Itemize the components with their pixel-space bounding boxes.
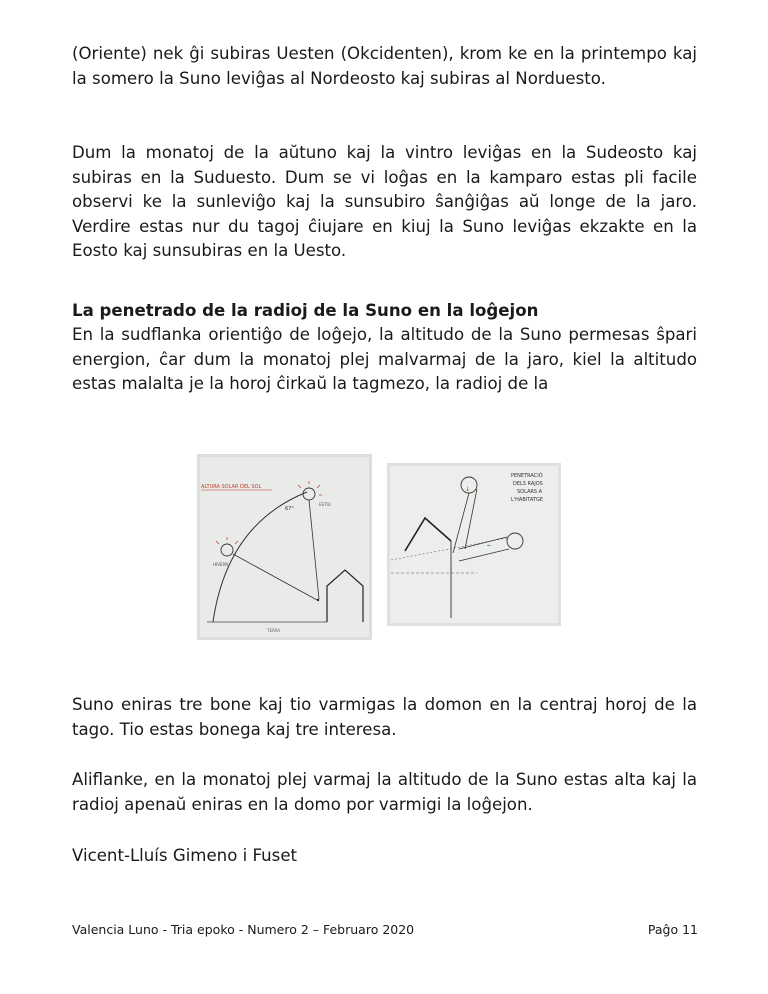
figure-label-top: ALTURA SOLAR DEL SOL xyxy=(201,484,262,490)
figure-label-title-4: L'HABITATGE xyxy=(511,497,544,503)
sun-altitude-sketch xyxy=(197,454,372,640)
svg-text:⇐: ⇐ xyxy=(487,543,492,549)
figure-label-title-3: SOLARS A xyxy=(517,489,543,495)
figure-label-winter: HIVERN xyxy=(213,562,229,567)
paragraph-2: Dum la monatoj de la aŭtuno kaj la vintro leviĝas en la Sudeosto kaj subiras en la Suduesto. Dum se vi loĝas en la kamparo estas pli facile observi ke la sunleviĝo kaj la sunsubiro ŝanĝiĝas aŭ longe de la jaro. Verdire estas nur du tagoj ĉiujare en kiuj la Suno leviĝas ekzakte en la Eosto kaj sunsubiras en la Uesto. xyxy=(72,143,697,260)
svg-text:↓: ↓ xyxy=(465,486,471,493)
sun-rays-sketch xyxy=(387,463,561,626)
figure-label-summer: ESTIU xyxy=(319,502,331,507)
section-heading: La penetrado de la radioj de la Suno en la loĝejon xyxy=(72,301,539,320)
paragraph-3: En la sudflanka orientiĝo de loĝejo, la altitudo de la Suno permesas ŝpari energion, ĉar dum la monatoj plej malvarmaj de la jaro, kiel la altitudo estas malalta je la horoj ĉirkaŭ la tagmezo, la radioj de la xyxy=(72,325,697,393)
footer-publication: Valencia Luno - Tria epoko - Numero 2 – Februaro 2020 xyxy=(72,922,415,937)
figure-label-title-1: PENETRACIÓ xyxy=(511,473,543,479)
figure-label-ground: TERRA xyxy=(267,628,281,633)
figure-label-angle: 67° xyxy=(285,506,294,512)
paragraph-4: Suno eniras tre bone kaj tio varmigas la domon en la centraj horoj de la tago. Tio estas bonega kaj tre interesa. xyxy=(72,695,697,739)
paragraph-5: Aliflanke, en la monatoj plej varmaj la altitudo de la Suno estas alta kaj la radioj apenaŭ eniras en la domo por varmigi la loĝejon. xyxy=(72,770,697,814)
paragraph-1: (Oriente) nek ĝi subiras Uesten (Okcidenten), krom ke en la printempo kaj la somero la Suno leviĝas al Nordeosto kaj subiras al Norduesto. xyxy=(72,44,697,88)
author-signature: Vicent-Lluís Gimeno i Fuset xyxy=(72,846,298,865)
figure-label-title-2: DELS RAJOS xyxy=(513,481,543,487)
footer-page-number: Paĝo 11 xyxy=(647,922,698,937)
